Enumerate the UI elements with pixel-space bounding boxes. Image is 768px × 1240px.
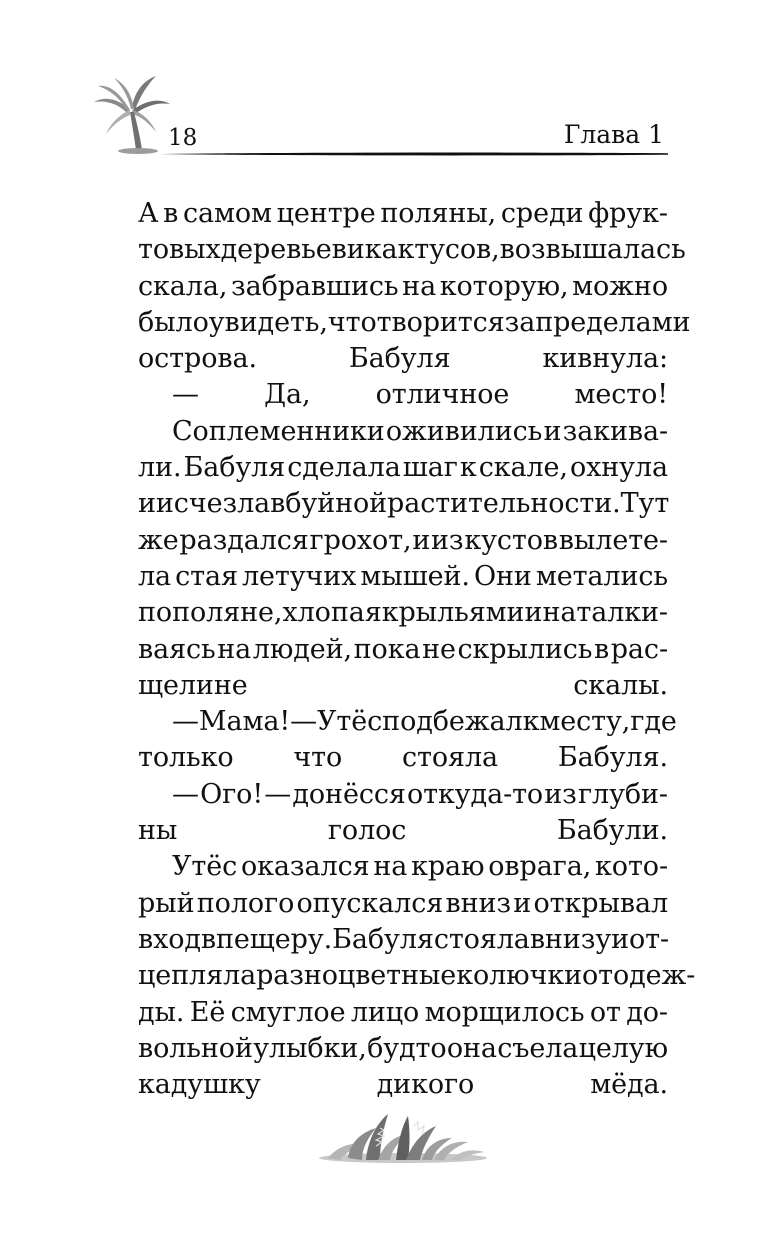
text-line: ли. Бабуля сделала шаг к скале, охнула [138,452,668,484]
text-line: А в самом центре поляны, среди фрук- [138,198,668,229]
text-line: было увидеть, что творится за пределами [138,306,691,338]
text-line: щелине скалы. [138,669,668,701]
text-line: Утёс оказался на краю оврага, кото- [172,851,668,883]
chapter-title: Глава 1 [563,120,664,149]
text-line: рый полого опускался вниз и открывал [138,887,668,919]
paragraph [138,414,668,704]
text-line: только что стояла Бабуля. [138,742,668,774]
text-line: же раздался грохот, и из кустов вылете- [138,524,668,556]
text-line: ды. Её смуглое лицо морщилось от до- [138,996,668,1028]
text-line: ла стая летучих мышей. Они метались [138,560,668,592]
text-line: кадушку дикого мёда. [138,1069,668,1101]
text-line: товых деревьев и кактусов, возвышалась [138,234,686,266]
text-line: — Ого! — донёсся откуда-то из глуби- [172,778,668,810]
palm-tree-icon [90,72,174,156]
body-text [138,196,696,1103]
text-line: — Мама! — Утёс подбежал к месту, где [172,706,677,738]
text-line: — Да, отличное место! [172,379,668,411]
jungle-foliage-icon [318,1108,488,1164]
paragraph [138,196,691,377]
page-number: 18 [168,125,198,151]
paragraph [138,377,668,413]
text-line: по поляне, хлопая крыльями и наталки- [138,597,668,629]
text-line: вход в пещеру. Бабуля стояла внизу и от- [138,923,670,955]
text-line: Соплеменники оживились и закива- [172,415,668,447]
text-line: скала, забравшись на которую, можно [138,270,668,302]
header-divider [160,151,668,157]
paragraph [138,704,677,777]
text-line: вольной улыбки, будто она съела целую [138,1032,668,1064]
text-line: и исчезла в буйной растительности. Тут [138,488,670,520]
text-line: острова. Бабуля кивнула: [138,343,668,375]
paragraph [138,849,696,1103]
text-line: ваясь на людей, пока не скрылись в рас- [138,633,668,665]
paragraph [138,777,668,850]
text-line: ны голос Бабули. [138,815,668,847]
text-line: цепляла разноцветные колючки от одеж- [138,960,696,992]
